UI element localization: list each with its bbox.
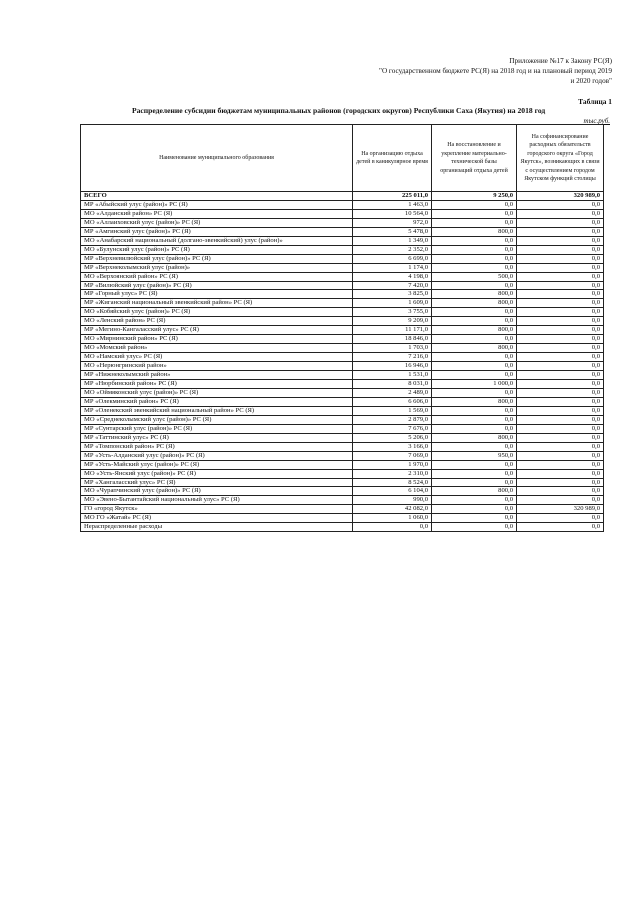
table-row [81,335,604,344]
cell-name: МО «Нерюнгринский район» [81,362,353,371]
cell-material-base: 0,0 [432,442,517,451]
cell-capital-cofinancing: 0,0 [517,478,604,487]
cell-name: МО «Мирнинский район» РС (Я) [81,335,353,344]
header-col2: На организацию отдыха детей в каникулярное время [353,125,432,192]
cell-material-base: 800,0 [432,487,517,496]
cell-material-base: 0,0 [432,388,517,397]
cell-material-base: 0,0 [432,353,517,362]
cell-summer-rest: 5 206,0 [353,433,432,442]
table-row [81,236,604,245]
table-row [81,469,604,478]
cell-material-base: 800,0 [432,290,517,299]
cell-material-base: 0,0 [432,505,517,514]
cell-summer-rest: 1 174,0 [353,263,432,272]
cell-summer-rest: 8 524,0 [353,478,432,487]
cell-material-base: 800,0 [432,299,517,308]
cell-capital-cofinancing: 0,0 [517,496,604,505]
cell-summer-rest: 972,0 [353,218,432,227]
cell-capital-cofinancing: 0,0 [517,272,604,281]
cell-summer-rest: 18 846,0 [353,335,432,344]
cell-capital-cofinancing: 0,0 [517,442,604,451]
appendix-line-2: "О государственном бюджете РС(Я) на 2018 год и на плановый период 2019 [379,67,612,75]
cell-summer-rest: 6 606,0 [353,397,432,406]
table-row [81,263,604,272]
cell-summer-rest: 16 946,0 [353,362,432,371]
table-row [81,406,604,415]
cell-name: МО «Ленский район» РС (Я) [81,317,353,326]
cell-summer-rest: 42 082,0 [353,505,432,514]
cell-summer-rest: 7 420,0 [353,281,432,290]
cell-capital-cofinancing: 0,0 [517,353,604,362]
cell-material-base: 500,0 [432,272,517,281]
cell-name: МР «Олекминский район» РС (Я) [81,397,353,406]
cell-name: МО «Усть-Янский улус (район)» РС (Я) [81,469,353,478]
cell-name: МО «Алданский район» РС (Я) [81,209,353,218]
cell-material-base: 0,0 [432,406,517,415]
cell-capital-cofinancing: 0,0 [517,433,604,442]
cell-name: МО «Анабарский национальный (долгано-эвенкийский) улус (район)» [81,236,353,245]
cell-name: МО «Момский район» [81,344,353,353]
cell-capital-cofinancing: 0,0 [517,236,604,245]
cell-capital-cofinancing: 0,0 [517,380,604,389]
cell-summer-rest: 1 703,0 [353,344,432,353]
table-row [81,460,604,469]
cell-name: МР «Томпонский район» РС (Я) [81,442,353,451]
cell-summer-rest: 7 676,0 [353,424,432,433]
cell-name: МР «Жиганский национальный эвенкийский район» РС (Я) [81,299,353,308]
cell-name: ГО «город Якутск» [81,505,353,514]
cell-name: МО ГО «Жатай» РС (Я) [81,514,353,523]
cell-name: МР «Усть-Алданский улус (район)» РС (Я) [81,451,353,460]
cell-capital-cofinancing: 0,0 [517,460,604,469]
cell-capital-cofinancing: 0,0 [517,388,604,397]
cell-summer-rest: 225 011,0 [353,192,432,201]
subsidy-table [80,124,604,532]
cell-capital-cofinancing: 0,0 [517,424,604,433]
table-row [81,209,604,218]
table-label: Таблица 1 [578,97,612,106]
cell-capital-cofinancing: 0,0 [517,254,604,263]
cell-summer-rest: 0,0 [353,523,432,532]
table-row [81,505,604,514]
table-row [81,254,604,263]
cell-material-base: 0,0 [432,317,517,326]
cell-name: МР «Оленекский эвенкийский национальный район» РС (Я) [81,406,353,415]
table-row [81,281,604,290]
cell-material-base: 0,0 [432,424,517,433]
cell-capital-cofinancing: 320 989,0 [517,505,604,514]
cell-name: МО «Намский улус» РС (Я) [81,353,353,362]
cell-material-base: 0,0 [432,478,517,487]
table-row [81,496,604,505]
table-row [81,218,604,227]
appendix-line-3: и 2020 годов" [570,77,612,85]
table-row [81,344,604,353]
cell-material-base: 0,0 [432,263,517,272]
cell-name: ВСЕГО [81,192,353,201]
table-row [81,442,604,451]
cell-capital-cofinancing: 0,0 [517,299,604,308]
cell-material-base: 800,0 [432,397,517,406]
cell-name: Нераспределенные расходы [81,523,353,532]
table-row [81,388,604,397]
cell-summer-rest: 7 069,0 [353,451,432,460]
cell-name: МР «Нюрбинский район» РС (Я) [81,380,353,389]
cell-name: МО «Оймяконский улус (район)» РС (Я) [81,388,353,397]
cell-summer-rest: 6 699,0 [353,254,432,263]
total-row [81,192,604,201]
cell-name: МО «Кобяйский улус (район)» РС (Я) [81,308,353,317]
cell-capital-cofinancing: 0,0 [517,281,604,290]
table-row [81,371,604,380]
cell-capital-cofinancing: 0,0 [517,200,604,209]
table-row [81,424,604,433]
cell-summer-rest: 2 352,0 [353,245,432,254]
cell-name: МР «Абыйский улус (район)» РС (Я) [81,200,353,209]
cell-summer-rest: 1 349,0 [353,236,432,245]
header-col3: На восстановление и укрепление материально-технической базы организаций отдыха детей [432,125,517,192]
cell-summer-rest: 11 171,0 [353,326,432,335]
cell-material-base: 0,0 [432,281,517,290]
cell-summer-rest: 7 216,0 [353,353,432,362]
table-row [81,397,604,406]
cell-name: МР «Таттинский улус» РС (Я) [81,433,353,442]
cell-capital-cofinancing: 0,0 [517,406,604,415]
cell-material-base: 0,0 [432,245,517,254]
cell-summer-rest: 4 198,0 [353,272,432,281]
cell-summer-rest: 3 166,0 [353,442,432,451]
table-row [81,290,604,299]
appendix-header [292,56,612,86]
table-row [81,227,604,236]
document-title: Распределение субсидии бюджетам муниципальных районов (городских округов) Республики Саха (Якутия) на 2018 год [132,106,546,115]
cell-name: МО «Чурапчинский улус (район)» РС (Я) [81,487,353,496]
cell-capital-cofinancing: 0,0 [517,218,604,227]
cell-name: МО «Эвено-Бытантайский национальный улус» РС (Я) [81,496,353,505]
cell-capital-cofinancing: 0,0 [517,344,604,353]
cell-capital-cofinancing: 0,0 [517,308,604,317]
table-row [81,478,604,487]
cell-name: МО «Среднеколымский улус (район)» РС (Я) [81,415,353,424]
cell-summer-rest: 5 478,0 [353,227,432,236]
cell-name: МР «Нижнеколымский район» [81,371,353,380]
cell-material-base: 950,0 [432,451,517,460]
cell-capital-cofinancing: 0,0 [517,469,604,478]
cell-name: МР «Хангаласский улус» РС (Я) [81,478,353,487]
cell-summer-rest: 1 970,0 [353,460,432,469]
table-row [81,362,604,371]
cell-capital-cofinancing: 0,0 [517,523,604,532]
cell-capital-cofinancing: 0,0 [517,514,604,523]
cell-summer-rest: 1 531,0 [353,371,432,380]
cell-capital-cofinancing: 0,0 [517,227,604,236]
cell-material-base: 0,0 [432,514,517,523]
cell-summer-rest: 3 825,0 [353,290,432,299]
cell-material-base: 0,0 [432,308,517,317]
table-row [81,514,604,523]
table-row [81,317,604,326]
cell-material-base: 0,0 [432,362,517,371]
cell-material-base: 0,0 [432,218,517,227]
cell-name: МО «Аллаиховский улус (район)» РС (Я) [81,218,353,227]
cell-capital-cofinancing: 0,0 [517,415,604,424]
table-row [81,299,604,308]
cell-capital-cofinancing: 0,0 [517,335,604,344]
cell-name: МР «Усть-Майский улус (район)» РС (Я) [81,460,353,469]
cell-material-base: 800,0 [432,344,517,353]
cell-name: МР «Верхневилюйский улус (район)» РС (Я) [81,254,353,263]
table-row [81,451,604,460]
table-row [81,380,604,389]
cell-summer-rest: 2 489,0 [353,388,432,397]
cell-material-base: 0,0 [432,460,517,469]
cell-name: МО «Булунский улус (район)» РС (Я) [81,245,353,254]
cell-material-base: 800,0 [432,326,517,335]
table-row [81,353,604,362]
cell-name: МР «Верхнеколымский улус (район)» [81,263,353,272]
cell-material-base: 0,0 [432,335,517,344]
table-row [81,272,604,281]
cell-capital-cofinancing: 0,0 [517,290,604,299]
cell-capital-cofinancing: 0,0 [517,209,604,218]
cell-summer-rest: 8 031,0 [353,380,432,389]
cell-name: МР «Вилюйский улус (район)» РС (Я) [81,281,353,290]
table-row [81,245,604,254]
cell-material-base: 0,0 [432,469,517,478]
cell-name: МР «Мегино-Кангаласский улус» РС (Я) [81,326,353,335]
cell-summer-rest: 1 463,0 [353,200,432,209]
cell-material-base: 0,0 [432,496,517,505]
table-row [81,308,604,317]
cell-name: МР «Горный улус» РС (Я) [81,290,353,299]
cell-summer-rest: 1 609,0 [353,299,432,308]
cell-summer-rest: 2 879,0 [353,415,432,424]
cell-capital-cofinancing: 0,0 [517,371,604,380]
cell-capital-cofinancing: 0,0 [517,362,604,371]
table-row [81,433,604,442]
table-row [81,326,604,335]
cell-material-base: 0,0 [432,415,517,424]
cell-material-base: 0,0 [432,236,517,245]
cell-summer-rest: 2 310,0 [353,469,432,478]
cell-capital-cofinancing: 0,0 [517,451,604,460]
cell-capital-cofinancing: 0,0 [517,326,604,335]
header-col4: На софинансирование расходных обязательств городского округа «Город Якутск», возникающих в связи с осуществлением городом Якутском функций столицы [517,125,604,192]
cell-summer-rest: 1 060,0 [353,514,432,523]
cell-material-base: 0,0 [432,209,517,218]
cell-material-base: 0,0 [432,200,517,209]
cell-material-base: 800,0 [432,227,517,236]
cell-capital-cofinancing: 0,0 [517,263,604,272]
cell-capital-cofinancing: 320 989,0 [517,192,604,201]
cell-capital-cofinancing: 0,0 [517,245,604,254]
cell-material-base: 0,0 [432,371,517,380]
table-header-row [81,125,604,192]
cell-name: МР «Сунтарский улус (район)» РС (Я) [81,424,353,433]
cell-material-base: 9 250,0 [432,192,517,201]
table-body [81,192,604,532]
cell-name: МР «Амгинский улус (район)» РС (Я) [81,227,353,236]
cell-summer-rest: 1 569,0 [353,406,432,415]
table-row [81,487,604,496]
table-row [81,415,604,424]
cell-capital-cofinancing: 0,0 [517,317,604,326]
header-name: Наименование муниципального образования [81,125,353,192]
cell-summer-rest: 3 755,0 [353,308,432,317]
cell-material-base: 800,0 [432,433,517,442]
cell-material-base: 0,0 [432,523,517,532]
table-row [81,523,604,532]
cell-summer-rest: 9 209,0 [353,317,432,326]
cell-capital-cofinancing: 0,0 [517,487,604,496]
cell-name: МО «Верхоянский район» РС (Я) [81,272,353,281]
unit-label: тыс.руб. [583,117,610,125]
cell-summer-rest: 10 564,0 [353,209,432,218]
cell-material-base: 0,0 [432,254,517,263]
cell-capital-cofinancing: 0,0 [517,397,604,406]
cell-summer-rest: 990,0 [353,496,432,505]
cell-summer-rest: 6 104,0 [353,487,432,496]
appendix-line-1: Приложение №17 к Закону РС(Я) [509,57,612,65]
table-row [81,200,604,209]
cell-material-base: 1 000,0 [432,380,517,389]
